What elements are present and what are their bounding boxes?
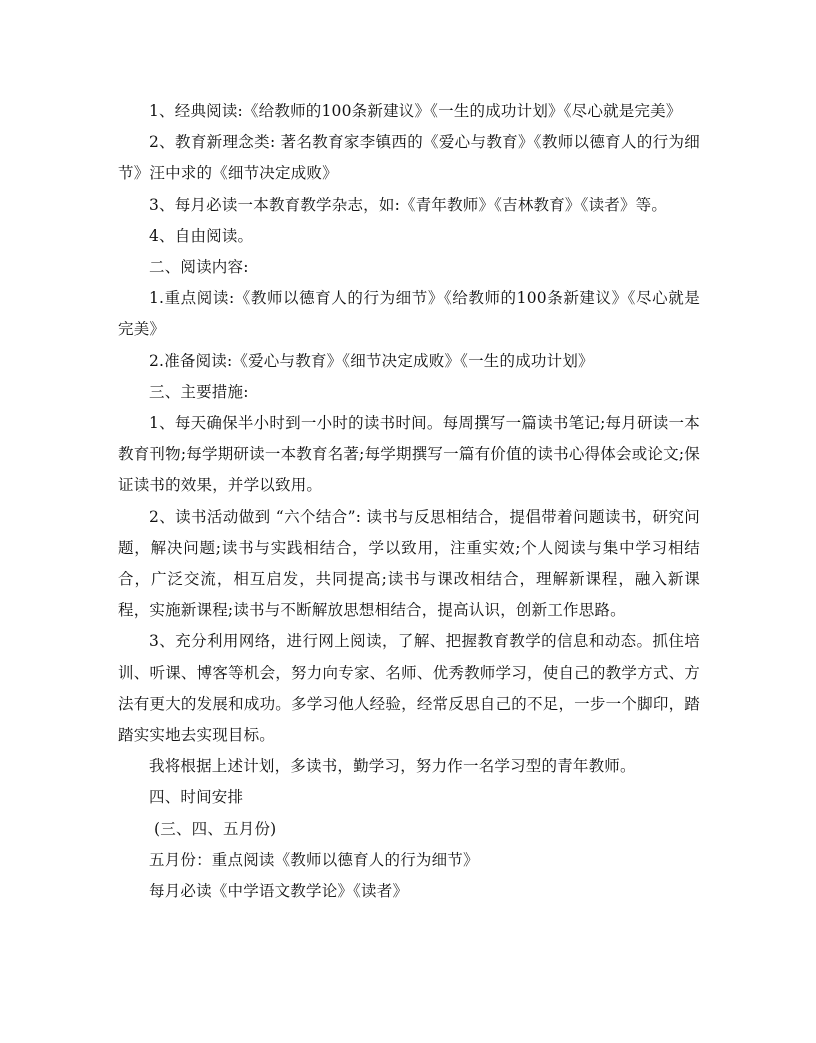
paragraph-may-reading: 五月份：重点阅读《教师以德育人的行为细节》 [149, 850, 479, 869]
paragraph-six-combinations: 2、读书活动做到 “六个结合”: 读书与反思相结合，提倡带着问题读书，研究问题，解决问题;读书与实践相结合，学以致用，注重实效;个人阅读与集中学习相结合，广泛交流，相互启发，共同提高;读书与课改相结合，理解新课程，融入新课程，实施新课程;读书与不断解放思想相结合，提高认识，创新工作思路。 [118, 507, 700, 620]
paragraph-free-reading: 4、自由阅读。 [149, 226, 254, 245]
section-heading-schedule: 四、时间安排 [149, 788, 244, 807]
paragraph-commitment: 我将根据上述计划，多读书，勤学习，努力作一名学习型的青年教师。 [149, 757, 636, 776]
document-body [118, 96, 700, 907]
paragraph-classic-reading: 1、经典阅读:《给教师的100条新建议》《一生的成功计划》《尽心就是完美》 [149, 102, 682, 120]
paragraph-months: (三、四、五月份) [154, 819, 277, 838]
paragraph-key-reading: 1.重点阅读:《教师以德育人的行为细节》《给教师的100条新建议》《尽心就是完美》 [118, 289, 700, 339]
paragraph-new-concepts: 2、教育新理念类: 著名教育家李镇西的《爱心与教育》《教师以德育人的行为细节》汪中求的《细节决定成败》 [118, 133, 700, 183]
section-heading-main-measures: 三、主要措施: [149, 382, 249, 401]
section-heading-reading-content: 二、阅读内容: [149, 258, 249, 277]
paragraph-monthly-magazine: 3、每月必读一本教育教学杂志，如:《青年教师》《吉林教育》《读者》等。 [149, 195, 668, 214]
paragraph-online-reading: 3、充分利用网络，进行网上阅读，了解、把握教育教学的信息和动态。抓住培训、听课、博客等机会，努力向专家、名师、优秀教师学习，使自己的教学方式、方法有更大的发展和成功。多学习他人经验，经常反思自己的不足，一步一个脚印，踏踏实实地去实现目标。 [118, 632, 700, 745]
paragraph-prepared-reading: 2.准备阅读:《爱心与教育》《细节决定成败》《一生的成功计划》 [149, 351, 594, 370]
paragraph-monthly-must-read: 每月必读《中学语文教学论》《读者》 [149, 882, 409, 901]
paragraph-daily-reading-time: 1、每天确保半小时到一小时的读书时间。每周撰写一篇读书笔记;每月研读一本教育刊物;每学期研读一本教育名著;每学期撰写一篇有价值的读书心得体会或论文;保证读书的效果，并学以致用。 [118, 414, 700, 495]
